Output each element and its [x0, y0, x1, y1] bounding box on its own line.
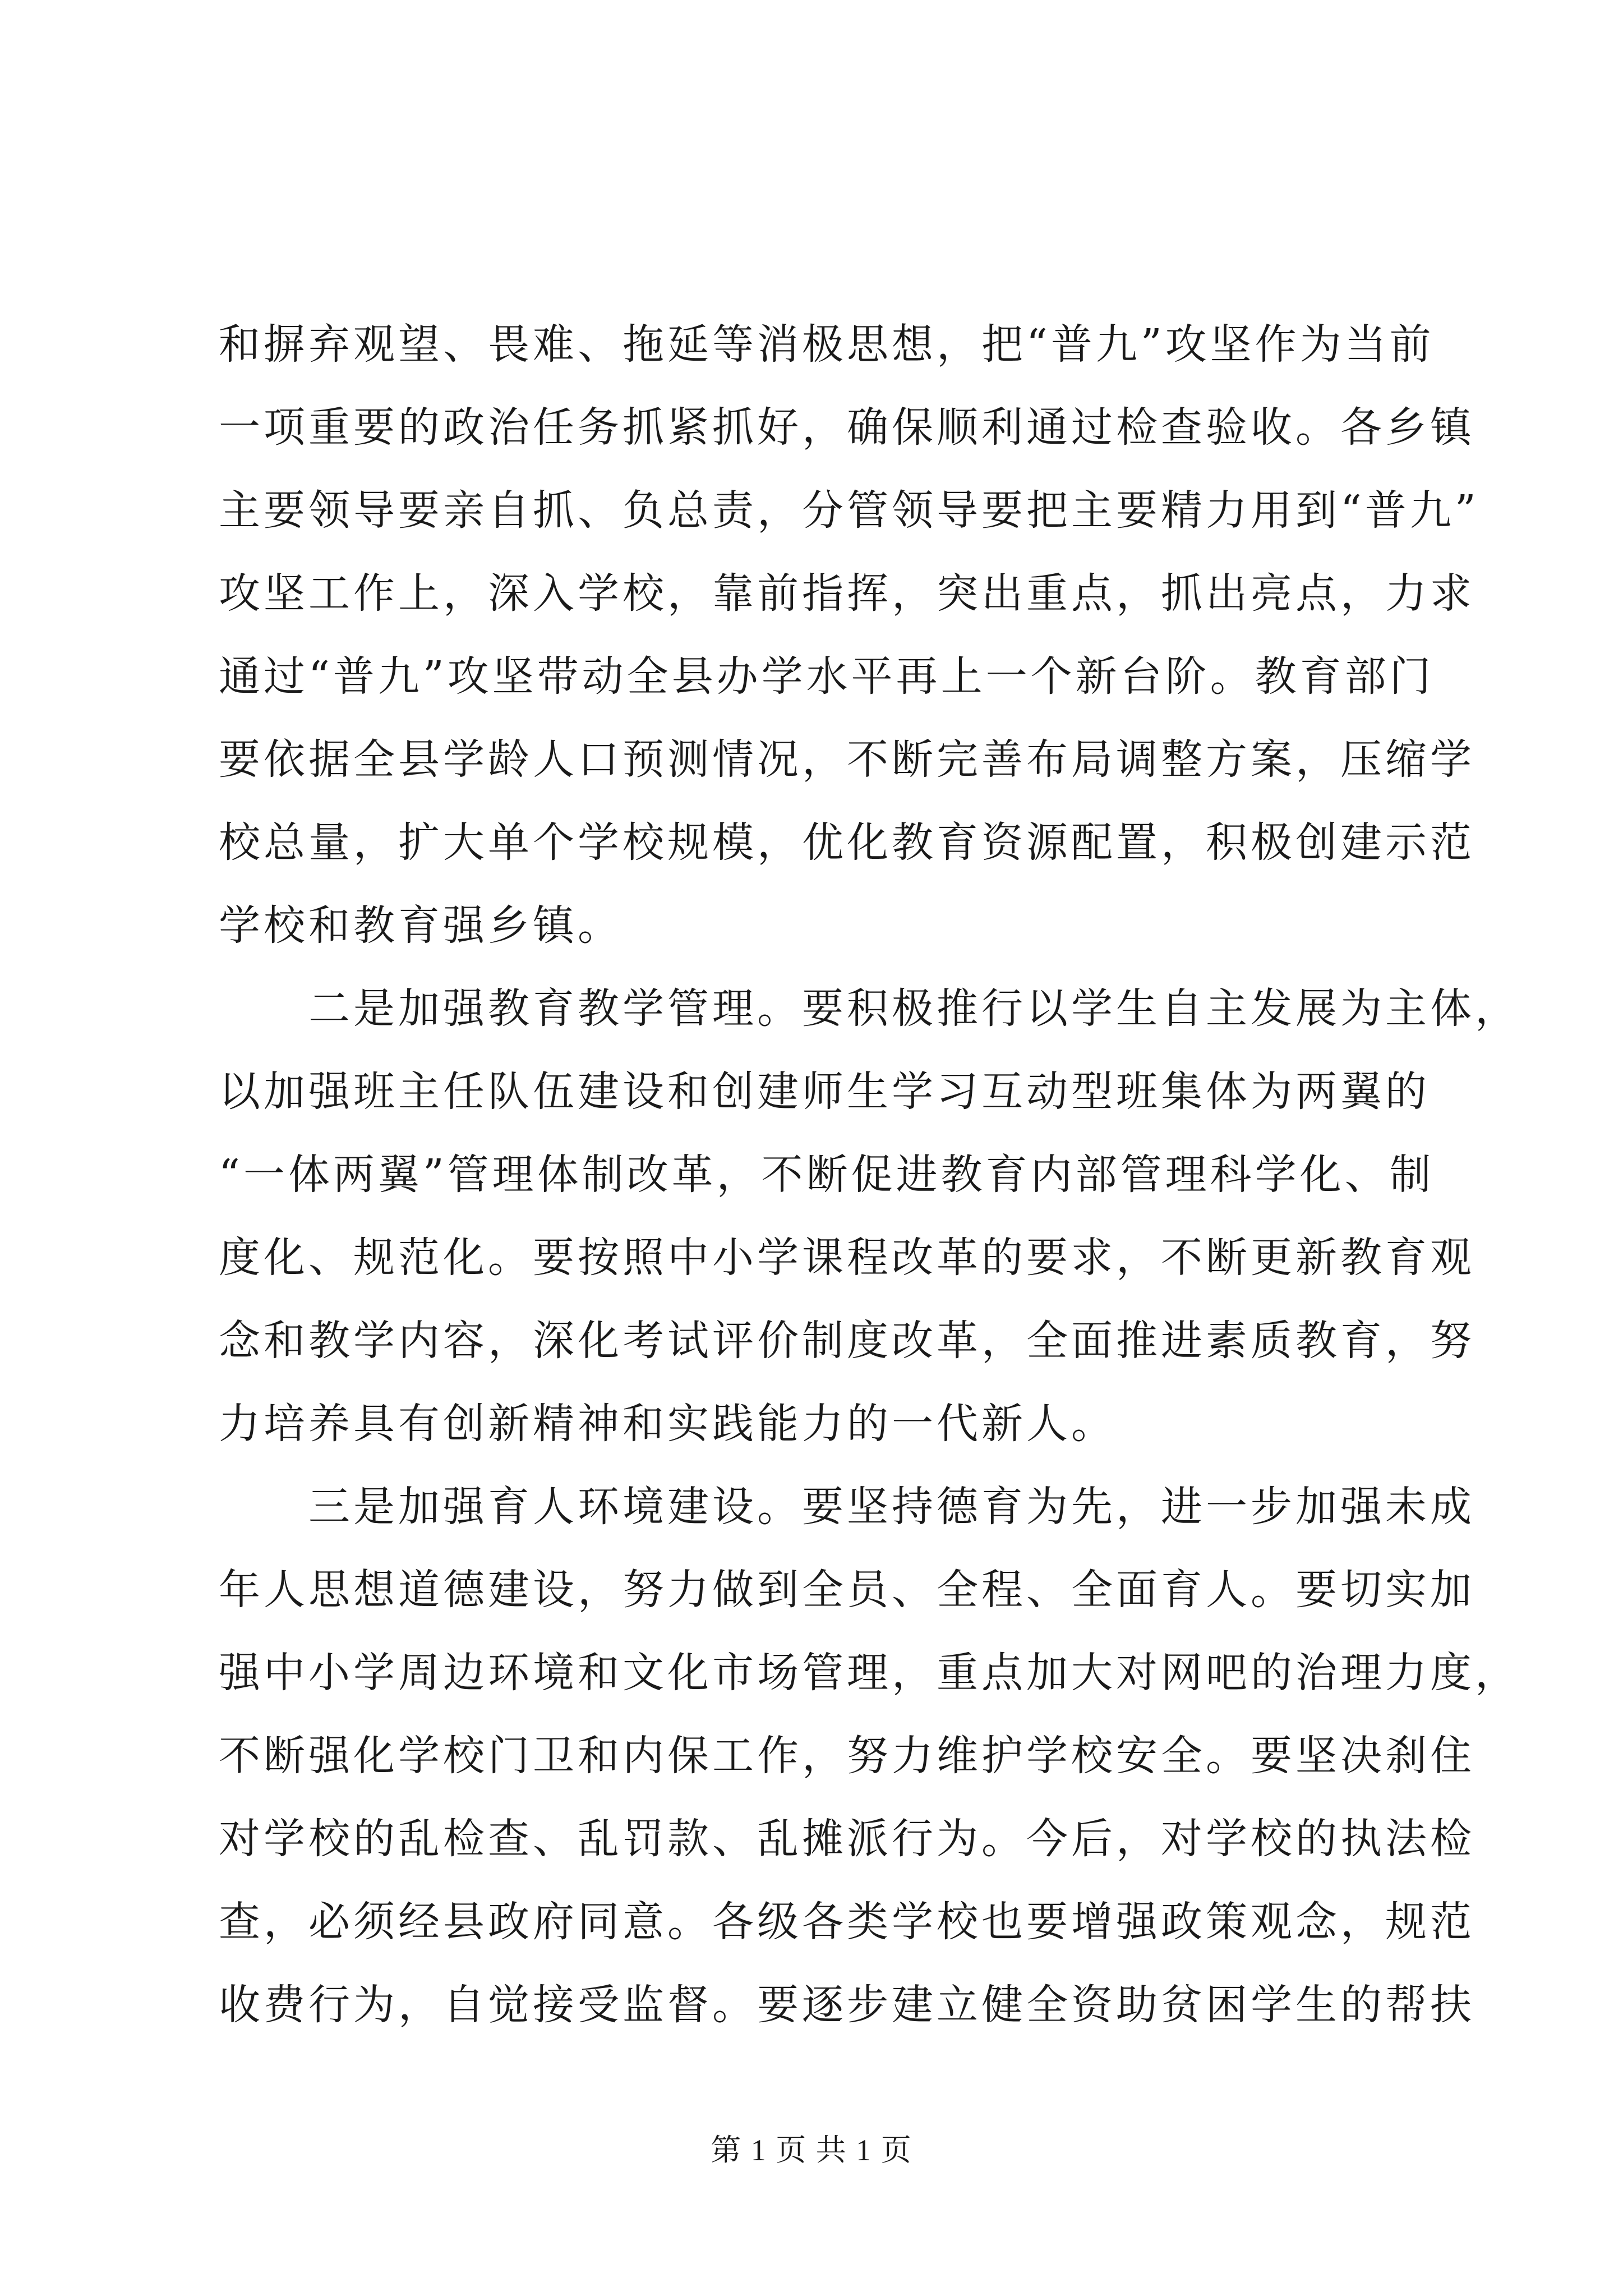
text-line: 学校和教育强乡镇。: [219, 901, 623, 950]
text-line: 强中小学周边环境和文化市场管理，重点加大对网吧的治理力度，: [219, 1649, 1520, 1697]
text-line: 查，必须经县政府同意。各级各类学校也要增强政策观念，规范: [219, 1898, 1475, 1946]
text-line: 三是加强育人环境建设。要坚持德育为先，进一步加强未成: [308, 1483, 1475, 1531]
paragraph-2: [219, 967, 1520, 1465]
text-line: 不断强化学校门卫和内保工作，努力维护学校安全。要坚决刹住: [219, 1732, 1475, 1780]
text-line: 通过“普九”攻坚带动全县办学水平再上一个新台阶。教育部门: [219, 652, 1435, 701]
text-line: 对学校的乱检查、乱罚款、乱摊派行为。今后，对学校的执法检: [219, 1815, 1475, 1863]
paragraph-3: [219, 1465, 1520, 2046]
paragraph-1: [219, 303, 1479, 967]
text-line: 主要领导要亲自抓、负总责，分管领导要把主要精力用到“普九”: [219, 486, 1479, 535]
text-line: 二是加强教育教学管理。要积极推行以学生自主发展为主体，: [308, 984, 1520, 1033]
text-line: 年人思想道德建设，努力做到全员、全程、全面育人。要切实加: [219, 1566, 1475, 1614]
text-line: 一项重要的政治任务抓紧抓好，确保顺利通过检查验收。各乡镇: [219, 403, 1475, 452]
text-line: 校总量，扩大单个学校规模，优化教育资源配置，积极创建示范: [219, 818, 1475, 867]
text-line: 力培养具有创新精神和实践能力的一代新人。: [219, 1400, 1116, 1448]
page-number-footer: 第 1 页 共 1 页: [711, 2133, 912, 2167]
text-line: 和摒弃观望、畏难、拖延等消极思想，把“普九”攻坚作为当前: [219, 320, 1435, 369]
text-line: 要依据全县学龄人口预测情况，不断完善布局调整方案，压缩学: [219, 735, 1475, 784]
text-line: 以加强班主任队伍建设和创建师生学习互动型班集体为两翼的: [219, 1068, 1430, 1116]
text-line: 念和教学内容，深化考试评价制度改革，全面推进素质教育，努: [219, 1317, 1475, 1365]
text-line: 收费行为，自觉接受监督。要逐步建立健全资助贫困学生的帮扶: [219, 1981, 1475, 2029]
text-line: 攻坚工作上，深入学校，靠前指挥，突出重点，抓出亮点，力求: [219, 569, 1475, 618]
text-line: 度化、规范化。要按照中小学课程改革的要求，不断更新教育观: [219, 1234, 1475, 1282]
text-line: “一体两翼”管理体制改革，不断促进教育内部管理科学化、制: [219, 1151, 1435, 1199]
document-body: [219, 303, 1520, 2046]
